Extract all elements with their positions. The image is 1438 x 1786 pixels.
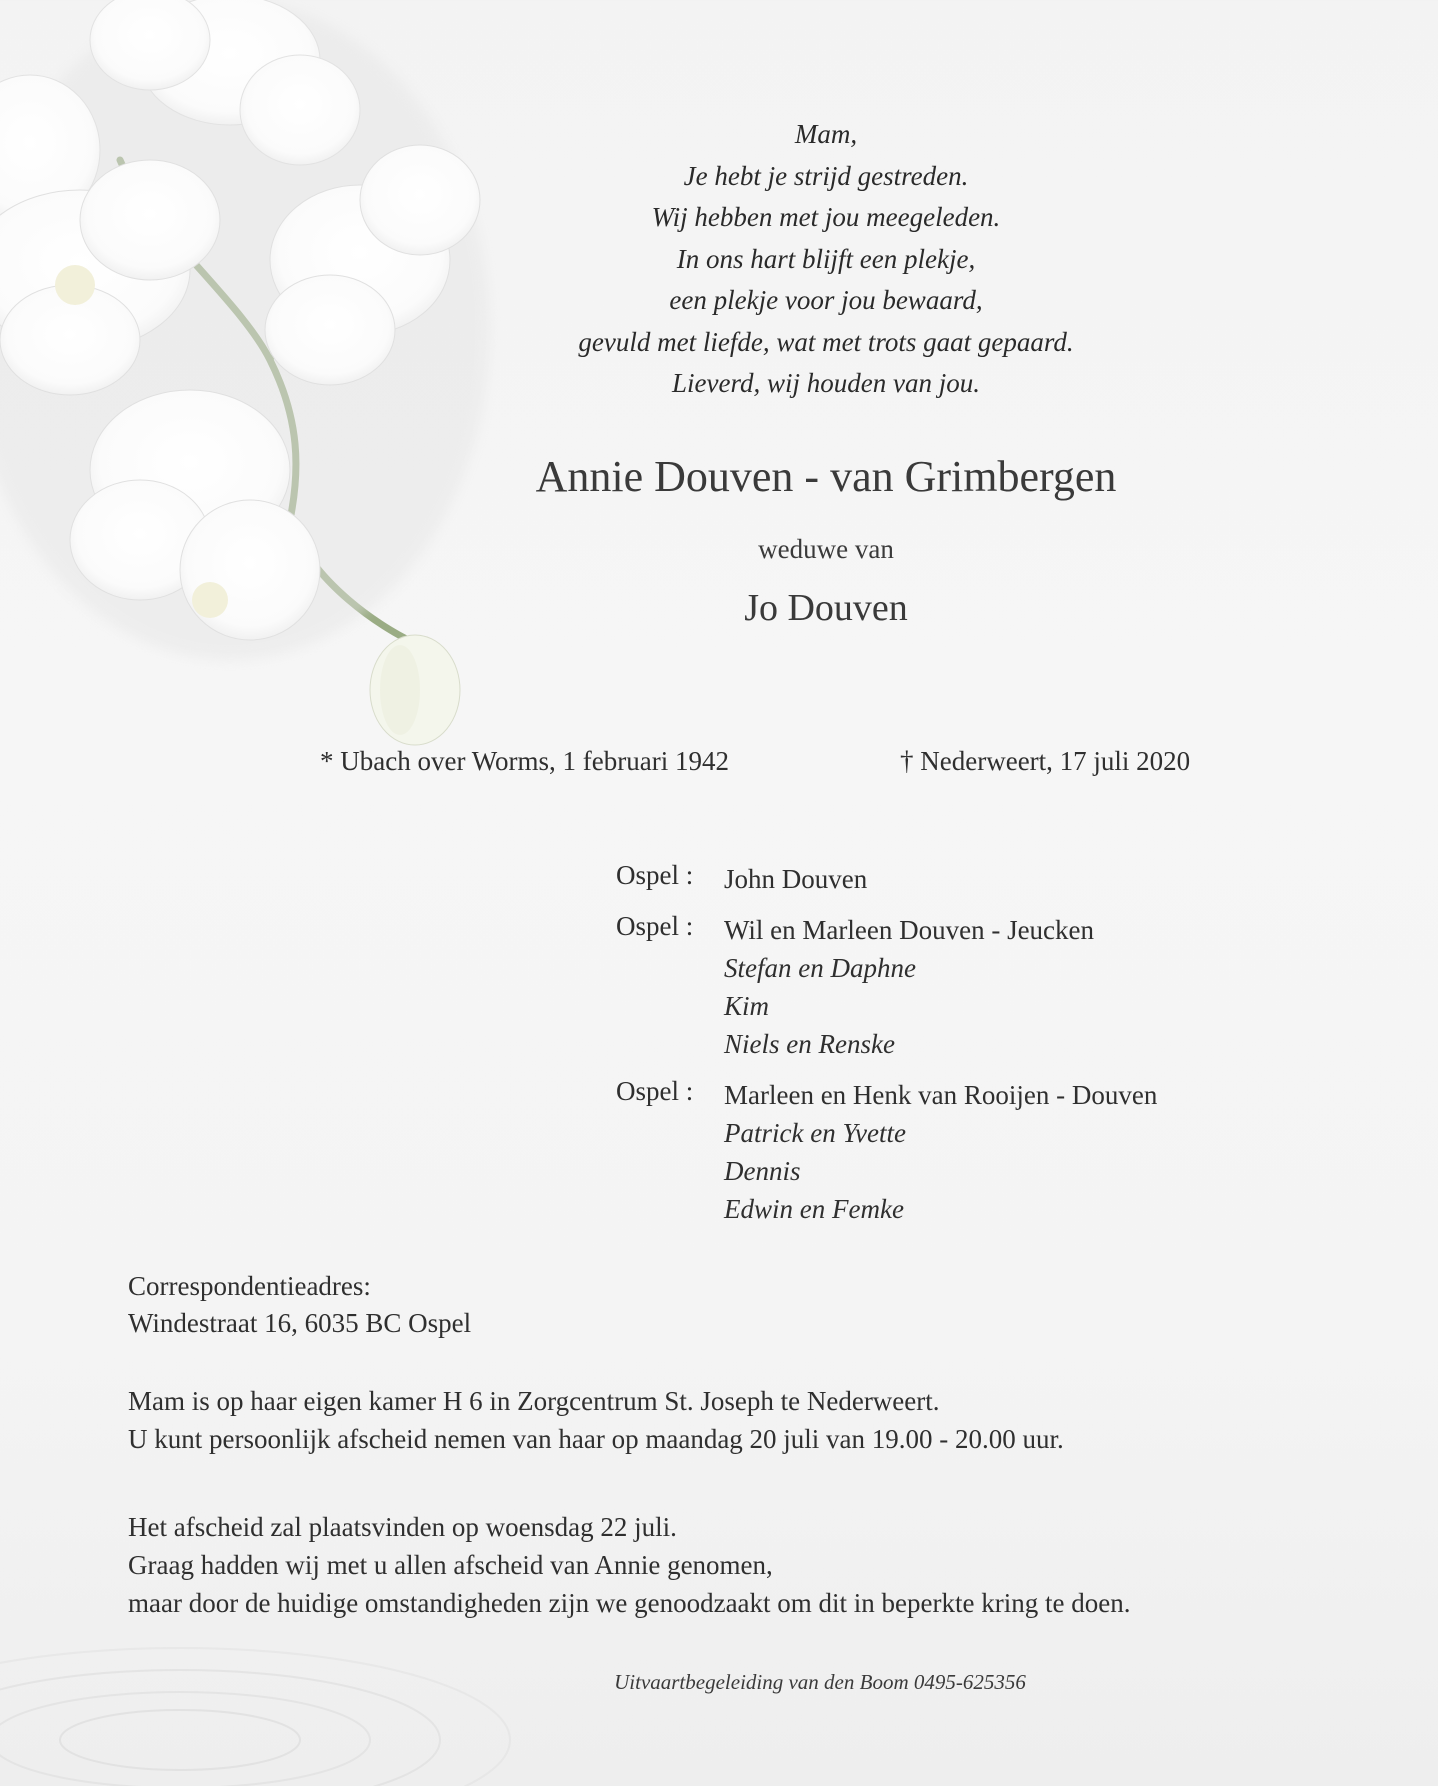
deceased-name: Annie Douven - van Grimbergen — [535, 452, 1117, 501]
family-group — [616, 1076, 1157, 1228]
farewell-info — [128, 1508, 1130, 1622]
farewell-line: maar door de huidige omstandigheden zijn we genoodzaakt om dit in beperkte kring te doen. — [128, 1588, 1131, 1618]
correspondence-address — [128, 1268, 471, 1342]
grandchild: Stefan en Daphne — [724, 953, 916, 983]
family-group — [616, 860, 1157, 898]
family-member: John Douven — [724, 864, 868, 894]
correspondence-label: Correspondentieadres: — [128, 1271, 371, 1301]
poem-line: gevuld met liefde, wat met trots gaat gepaard. — [578, 326, 1074, 357]
funeral-director-footer: Uitvaartbegeleiding van den Boom 0495-625356 — [614, 1670, 1026, 1694]
family-member: Wil en Marleen Douven - Jeucken — [724, 915, 1095, 945]
family-place: Ospel : — [616, 860, 694, 890]
family-group — [616, 911, 1157, 1063]
family-member: Marleen en Henk van Rooijen - Douven — [724, 1080, 1158, 1110]
poem-line: Wij hebben met jou meegeleden. — [651, 202, 1001, 232]
grandchild: Edwin en Femke — [724, 1194, 904, 1224]
poem-line: In ons hart blijft een plekje, — [676, 243, 976, 274]
visitation-line: U kunt persoonlijk afscheid nemen van haar op maandag 20 juli van 19.00 - 20.00 uur. — [128, 1424, 1064, 1454]
family-list — [616, 860, 1157, 1241]
poem-line: Mam, — [794, 119, 858, 149]
grandchild: Patrick en Yvette — [724, 1118, 906, 1148]
farewell-line: Het afscheid zal plaatsvinden op woensdag 22 juli. — [128, 1512, 677, 1542]
grandchild: Dennis — [724, 1156, 801, 1186]
family-place: Ospel : — [616, 911, 694, 941]
farewell-line: Graag hadden wij met u allen afscheid van Annie genomen, — [128, 1550, 773, 1580]
grandchild: Kim — [724, 991, 770, 1021]
family-place: Ospel : — [616, 1076, 694, 1106]
birth-info: * Ubach over Worms, 1 februari 1942 — [320, 746, 729, 776]
poem-line: Je hebt je strijd gestreden. — [683, 160, 969, 191]
spouse-name: Jo Douven — [744, 587, 908, 629]
death-info: † Nederweert, 17 juli 2020 — [900, 746, 1191, 776]
memorial-poem — [0, 114, 1438, 405]
address-text: Windestraat 16, 6035 BC Ospel — [128, 1308, 472, 1338]
grandchild: Niels en Renske — [724, 1029, 895, 1059]
visitation-info — [128, 1382, 1064, 1458]
visitation-line: Mam is op haar eigen kamer H 6 in Zorgcentrum St. Joseph te Nederweert. — [128, 1386, 940, 1416]
poem-line: Lieverd, wij houden van jou. — [672, 368, 980, 398]
poem-line: een plekje voor jou bewaard, — [669, 285, 983, 315]
relation-text: weduwe van — [758, 534, 894, 564]
